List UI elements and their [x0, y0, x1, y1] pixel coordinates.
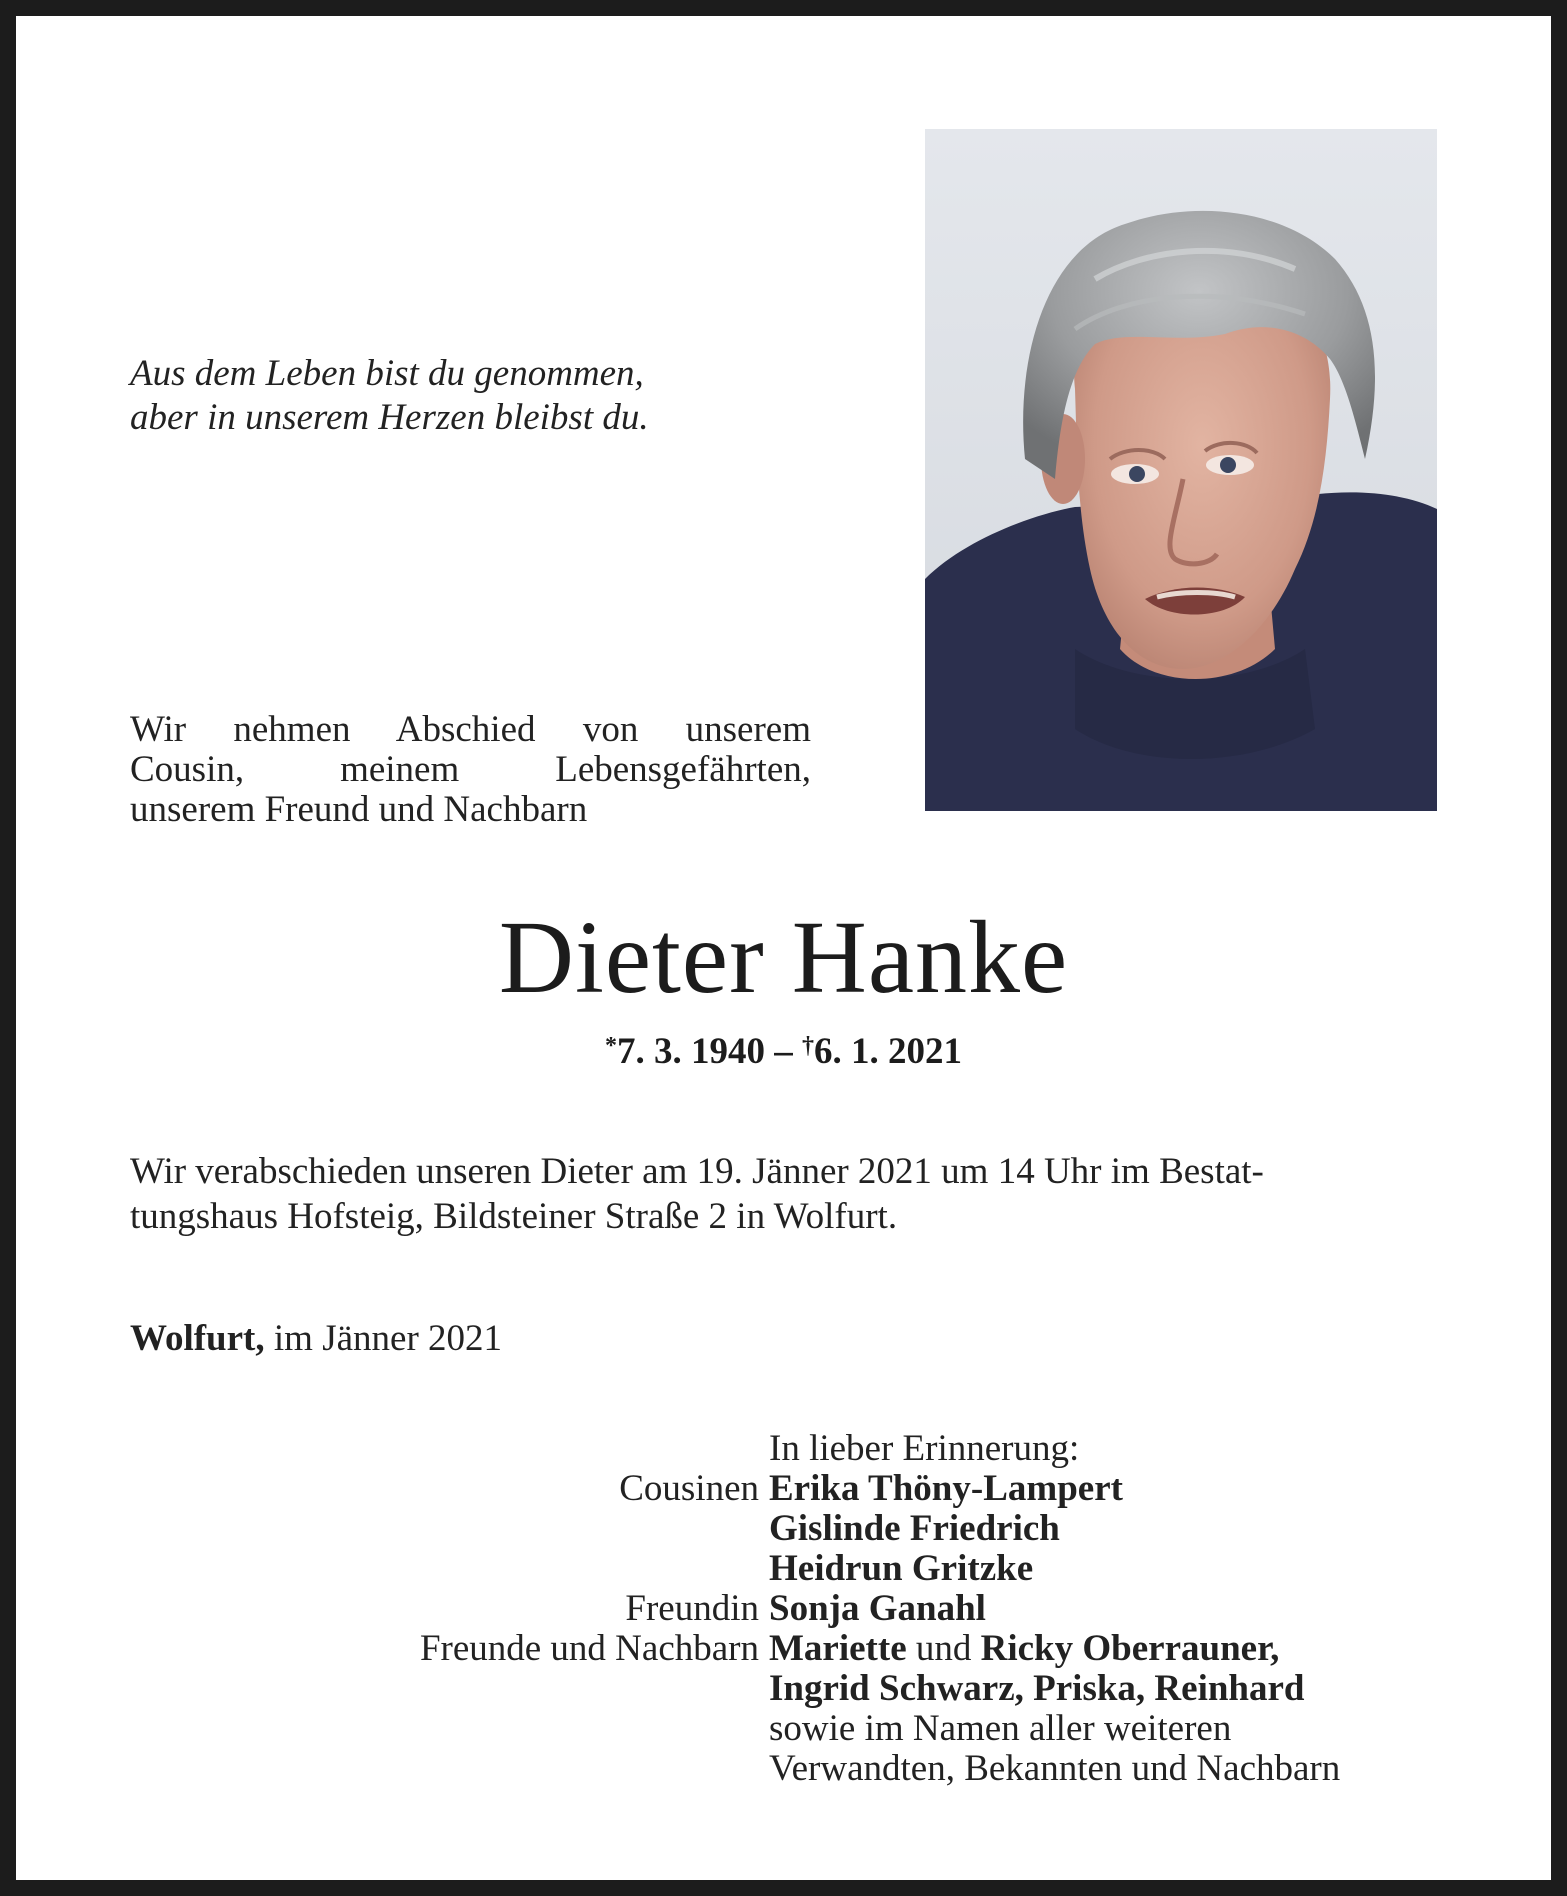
death-symbol: † — [802, 1033, 814, 1059]
farewell-text — [130, 710, 811, 830]
closing-line: sowie im Namen aller weiteren — [769, 1708, 1232, 1749]
relation-label: Cousinen — [619, 1468, 759, 1509]
quote-line: Aus dem Leben bist du genommen, — [130, 353, 644, 394]
death-date: 6. 1. 2021 — [814, 1031, 962, 1072]
place-town: Wolfurt, — [130, 1318, 265, 1359]
mourner-row — [16, 1509, 1567, 1549]
mourner-name: Heidrun Gritzke — [769, 1548, 1034, 1589]
portrait-photo — [925, 129, 1437, 811]
mourner-name: Sonja Ganahl — [769, 1588, 986, 1629]
portrait-photo-icon — [925, 129, 1437, 811]
quote-line: aber in unserem Herzen bleibst du. — [130, 397, 649, 438]
farewell-line: unserem Freund und Nachbarn — [130, 789, 588, 830]
mourners-intro: In lieber Erinnerung: — [769, 1428, 1080, 1469]
mourner-name: Erika Thöny-Lampert — [769, 1468, 1123, 1509]
relation-label: Freunde und Nachbarn — [419, 1628, 759, 1669]
place-date: im Jänner 2021 — [264, 1318, 503, 1359]
mourner-name: Mariette und Ricky Oberrauner, — [769, 1628, 1280, 1669]
closing-row — [16, 1709, 1567, 1749]
place-and-date — [130, 1316, 502, 1361]
memorial-quote — [130, 352, 770, 440]
birth-symbol: * — [605, 1033, 617, 1059]
mourner-name: Gislinde Friedrich — [769, 1508, 1060, 1549]
deceased-name: Dieter Hanke — [498, 900, 1069, 1015]
date-separator: – — [765, 1031, 802, 1072]
mourner-row — [16, 1549, 1567, 1589]
birth-date: 7. 3. 1940 — [617, 1031, 765, 1072]
closing-line: Verwandten, Bekannten und Nachbarn — [769, 1748, 1341, 1789]
mourner-row — [16, 1669, 1567, 1709]
mourners-intro-row — [16, 1429, 1567, 1469]
service-announcement — [130, 1149, 1460, 1239]
mourner-name: Ingrid Schwarz, Priska, Reinhard — [769, 1668, 1305, 1709]
mourner-row — [16, 1469, 1567, 1509]
mourner-row — [16, 1589, 1567, 1629]
service-line: tungshaus Hofsteig, Bildsteiner Straße 2 in Wolfurt. — [130, 1196, 898, 1237]
closing-row — [16, 1749, 1567, 1789]
farewell-line: Wir nehmen Abschied von unserem — [130, 709, 811, 750]
mourner-row — [16, 1629, 1567, 1669]
service-line: Wir verabschieden unseren Dieter am 19. Jänner 2021 um 14 Uhr im Bestat- — [130, 1151, 1264, 1192]
relation-label: Freundin — [625, 1588, 759, 1629]
farewell-line: Cousin, meinem Lebensgefährten, — [130, 749, 811, 790]
life-dates — [16, 1024, 1551, 1074]
mourners-list — [16, 1429, 1567, 1789]
